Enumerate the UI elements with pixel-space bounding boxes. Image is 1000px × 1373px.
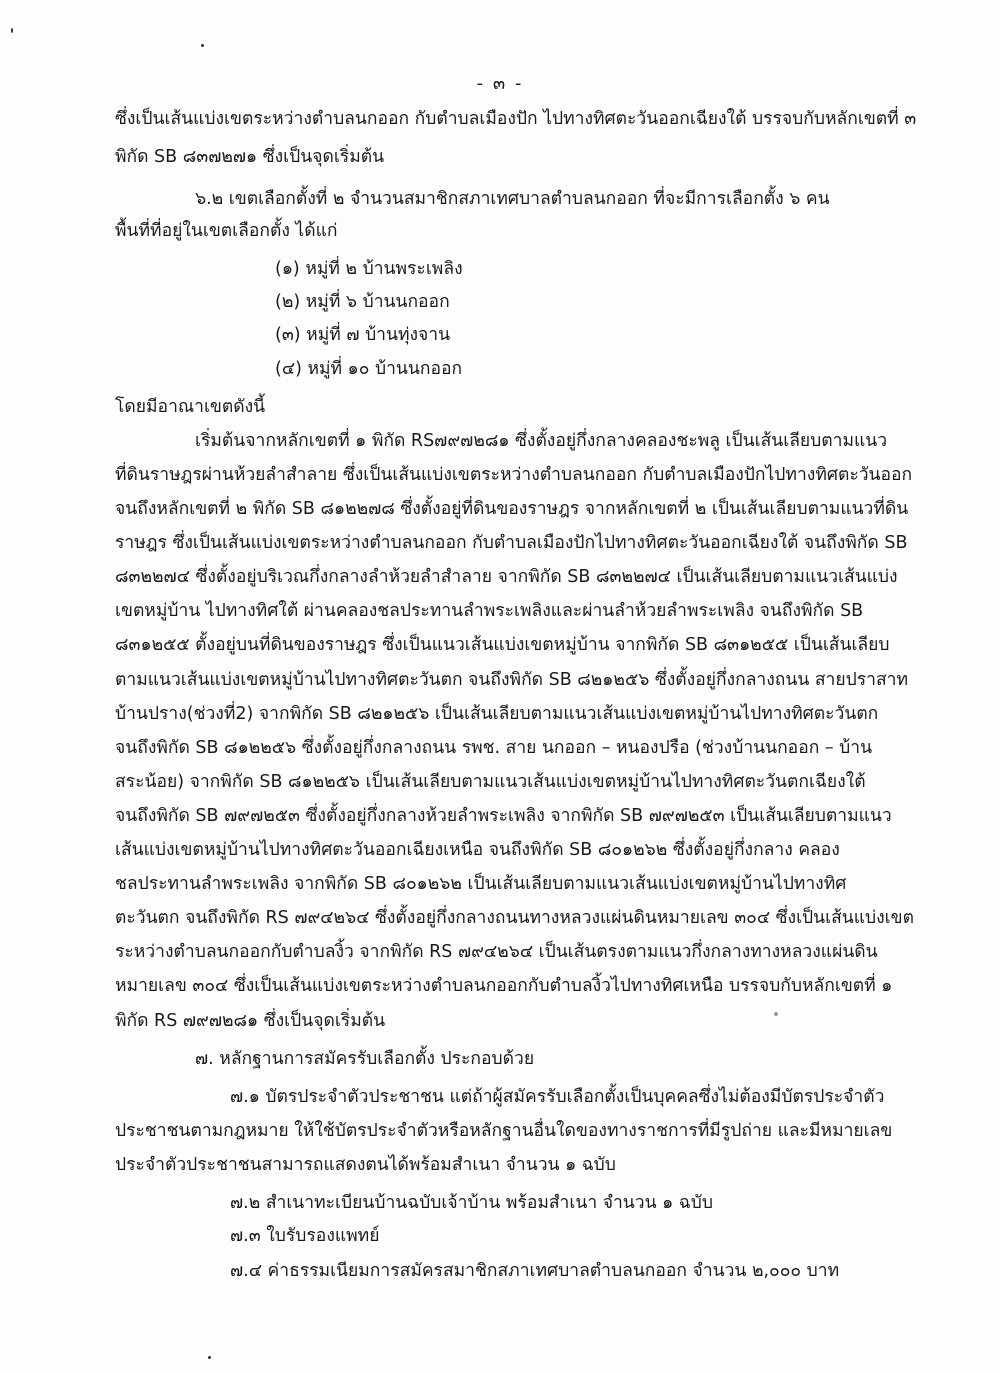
body-line: ๘๓๒๒๗๔ ซึ่งตั้งอยู่บริเวณกึ่งกลางลำห้วยลำสำลาย จากพิกัด SB ๘๓๒๒๗๔ เป็นเส้นเลียบตามแนวเส้นแบ่ง [115, 567, 898, 587]
section-heading-6-2: ๖.๒ เขตเลือกตั้งที่ ๒ จำนวนสมาชิกสภาเทศบาลตำบลนกออก ที่จะมีการเลือกตั้ง ๖ คน [195, 189, 830, 209]
body-line: ซึ่งเป็นเส้นแบ่งเขตระหว่างตำบลนกออก กับตำบลเมืองปัก ไปทางทิศตะวันออกเฉียงใต้ บรรจบกับหลักเขตที่ ๓ [115, 109, 917, 129]
body-line: หมายเลข ๓๐๔ ซึ่งเป็นเส้นแบ่งเขตระหว่างตำบลนกออกกับตำบลงิ้วไปทางทิศเหนือ บรรจบกับหลักเขตที่ ๑ [115, 976, 893, 996]
body-line: พิกัด SB ๘๓๗๒๗๑ ซึ่งเป็นจุดเริ่มต้น [115, 147, 385, 167]
body-line: เส้นแบ่งเขตหมู่บ้านไปทางทิศตะวันออกเฉียงเหนือ จนถึงพิกัด SB ๘๐๑๒๖๒ ซึ่งตั้งอยู่กึ่งกลาง คลอง [115, 840, 840, 860]
body-line: ระหว่างตำบลนกออกกับตำบลงิ้ว จากพิกัด RS ๗๙๔๒๖๔ เป็นเส้นตรงตามแนวกึ่งกลางทางหลวงแผ่นดิน [115, 942, 878, 962]
scan-speck [201, 44, 204, 47]
body-line: ที่ดินราษฎรผ่านห้วยลำสำลาย ซึ่งเป็นเส้นแบ่งเขตระหว่างตำบลนกออก กับตำบลเมืองปักไปทางทิศตะวันออก [115, 465, 913, 485]
scan-speck [208, 1356, 211, 1359]
section-heading-7: ๗. หลักฐานการสมัครรับเลือกตั้ง ประกอบด้วย [195, 1049, 535, 1069]
page-number: - ๓ - [476, 73, 524, 94]
body-line: โดยมีอาณาเขตดังนี้ [115, 397, 266, 417]
body-line: พื้นที่ที่อยู่ในเขตเลือกตั้ง ได้แก่ [115, 221, 338, 241]
body-line: ตามแนวเส้นแบ่งเขตหมู่บ้านไปทางทิศตะวันตก จนถึงพิกัด SB ๘๒๑๒๕๖ ซึ่งตั้งอยู่กึ่งกลางถนน สายปราสาท [115, 670, 909, 690]
list-item: (๒) หมู่ที่ ๖ บ้านนกออก [275, 292, 450, 312]
body-line: จนถึงพิกัด SB ๘๑๒๒๕๖ ซึ่งตั้งอยู่กึ่งกลางถนน รพช. สาย นกออก – หนองปรือ (ช่วงบ้านนกออก – บ้าน [115, 738, 873, 758]
item-7-4: ๗.๔ ค่าธรรมเนียมการสมัครสมาชิกสภาเทศบาลตำบลนกออก จำนวน ๒,๐๐๐ บาท [230, 1261, 840, 1281]
item-7-2: ๗.๒ สำเนาทะเบียนบ้านฉบับเจ้าบ้าน พร้อมสำเนา จำนวน ๑ ฉบับ [230, 1193, 713, 1213]
body-line: ตะวันตก จนถึงพิกัด RS ๗๙๔๒๖๔ ซึ่งตั้งอยู่กึ่งกลางถนนทางหลวงแผ่นดินหมายเลข ๓๐๔ ซึ่งเป็นเส้นแบ่งเขต [115, 908, 914, 928]
list-item: (๓) หมู่ที่ ๗ บ้านทุ่งจาน [275, 325, 451, 345]
body-line: จนถึงหลักเขตที่ ๒ พิกัด SB ๘๑๒๒๗๘ ซึ่งตั้งอยู่ที่ดินของราษฎร จากหลักเขตที่ ๒ เป็นเส้นเลียบตามแนวที่ดิน [115, 499, 909, 519]
scan-speck [11, 28, 13, 33]
body-line: ๘๓๑๒๕๕ ตั้งอยู่บนที่ดินของราษฎร ซึ่งเป็นแนวเส้นแบ่งเขตหมู่บ้าน จากพิกัด SB ๘๓๑๒๕๕ เป็นเส้นเลียบ [115, 635, 890, 655]
body-line: ชลประทานลำพระเพลิง จากพิกัด SB ๘๐๑๒๖๒ เป็นเส้นเลียบตามแนวเส้นแบ่งเขตหมู่บ้านไปทางทิศ [115, 874, 847, 894]
body-line: จนถึงพิกัด SB ๗๙๗๒๕๓ ซึ่งตั้งอยู่กึ่งกลางห้วยลำพระเพลิง จากพิกัด SB ๗๙๗๒๕๓ เป็นเส้นเลียบตามแนว [115, 806, 892, 826]
body-line: สระน้อย) จากพิกัด SB ๘๑๒๒๕๖ เป็นเส้นเลียบตามแนวเส้นแบ่งเขตหมู่บ้านไปทางทิศตะวันตกเฉียงใต้ [115, 772, 866, 792]
body-line: ประชาชนตามกฎหมาย ให้ใช้บัตรประจำตัวหรือหลักฐานอื่นใดของทางราชการที่มีรูปถ่าย และมีหมายเลข [115, 1121, 893, 1141]
item-7-1: ๗.๑ บัตรประจำตัวประชาชน แต่ถ้าผู้สมัครรับเลือกตั้งเป็นบุคคลซึ่งไม่ต้องมีบัตรประจำตัว [230, 1087, 885, 1107]
scan-speck [774, 1012, 778, 1016]
item-7-3: ๗.๓ ใบรับรองแพทย์ [230, 1226, 380, 1246]
body-line: พิกัด RS ๗๙๗๒๘๑ ซึ่งเป็นจุดเริ่มต้น [115, 1011, 386, 1031]
list-item: (๑) หมู่ที่ ๒ บ้านพระเพลิง [275, 259, 463, 279]
paragraph-first-line: เริ่มต้นจากหลักเขตที่ ๑ พิกัด RS๗๙๗๒๘๑ ซึ่งตั้งอยู่กึ่งกลางคลองชะพลู เป็นเส้นเลียบตามแนว [195, 431, 888, 451]
body-line: เขตหมู่บ้าน ไปทางทิศใต้ ผ่านคลองชลประทานลำพระเพลิงและผ่านลำห้วยลำพระเพลิง จนถึงพิกัด SB [115, 601, 864, 621]
body-line: ประจำตัวประชาชนสามารถแสดงตนได้พร้อมสำเนา จำนวน ๑ ฉบับ [115, 1155, 616, 1175]
body-line: ราษฎร ซึ่งเป็นเส้นแบ่งเขตระหว่างตำบลนกออก กับตำบลเมืองปักไปทางทิศตะวันออกเฉียงใต้ จนถึงพิกัด SB [115, 533, 908, 553]
list-item: (๔) หมู่ที่ ๑๐ บ้านนกออก [275, 359, 463, 379]
body-line: บ้านปราง(ช่วงที่2) จากพิกัด SB ๘๒๑๒๕๖ เป็นเส้นเลียบตามแนวเส้นแบ่งเขตหมู่บ้านไปทางทิศตะวันตก [115, 704, 879, 724]
